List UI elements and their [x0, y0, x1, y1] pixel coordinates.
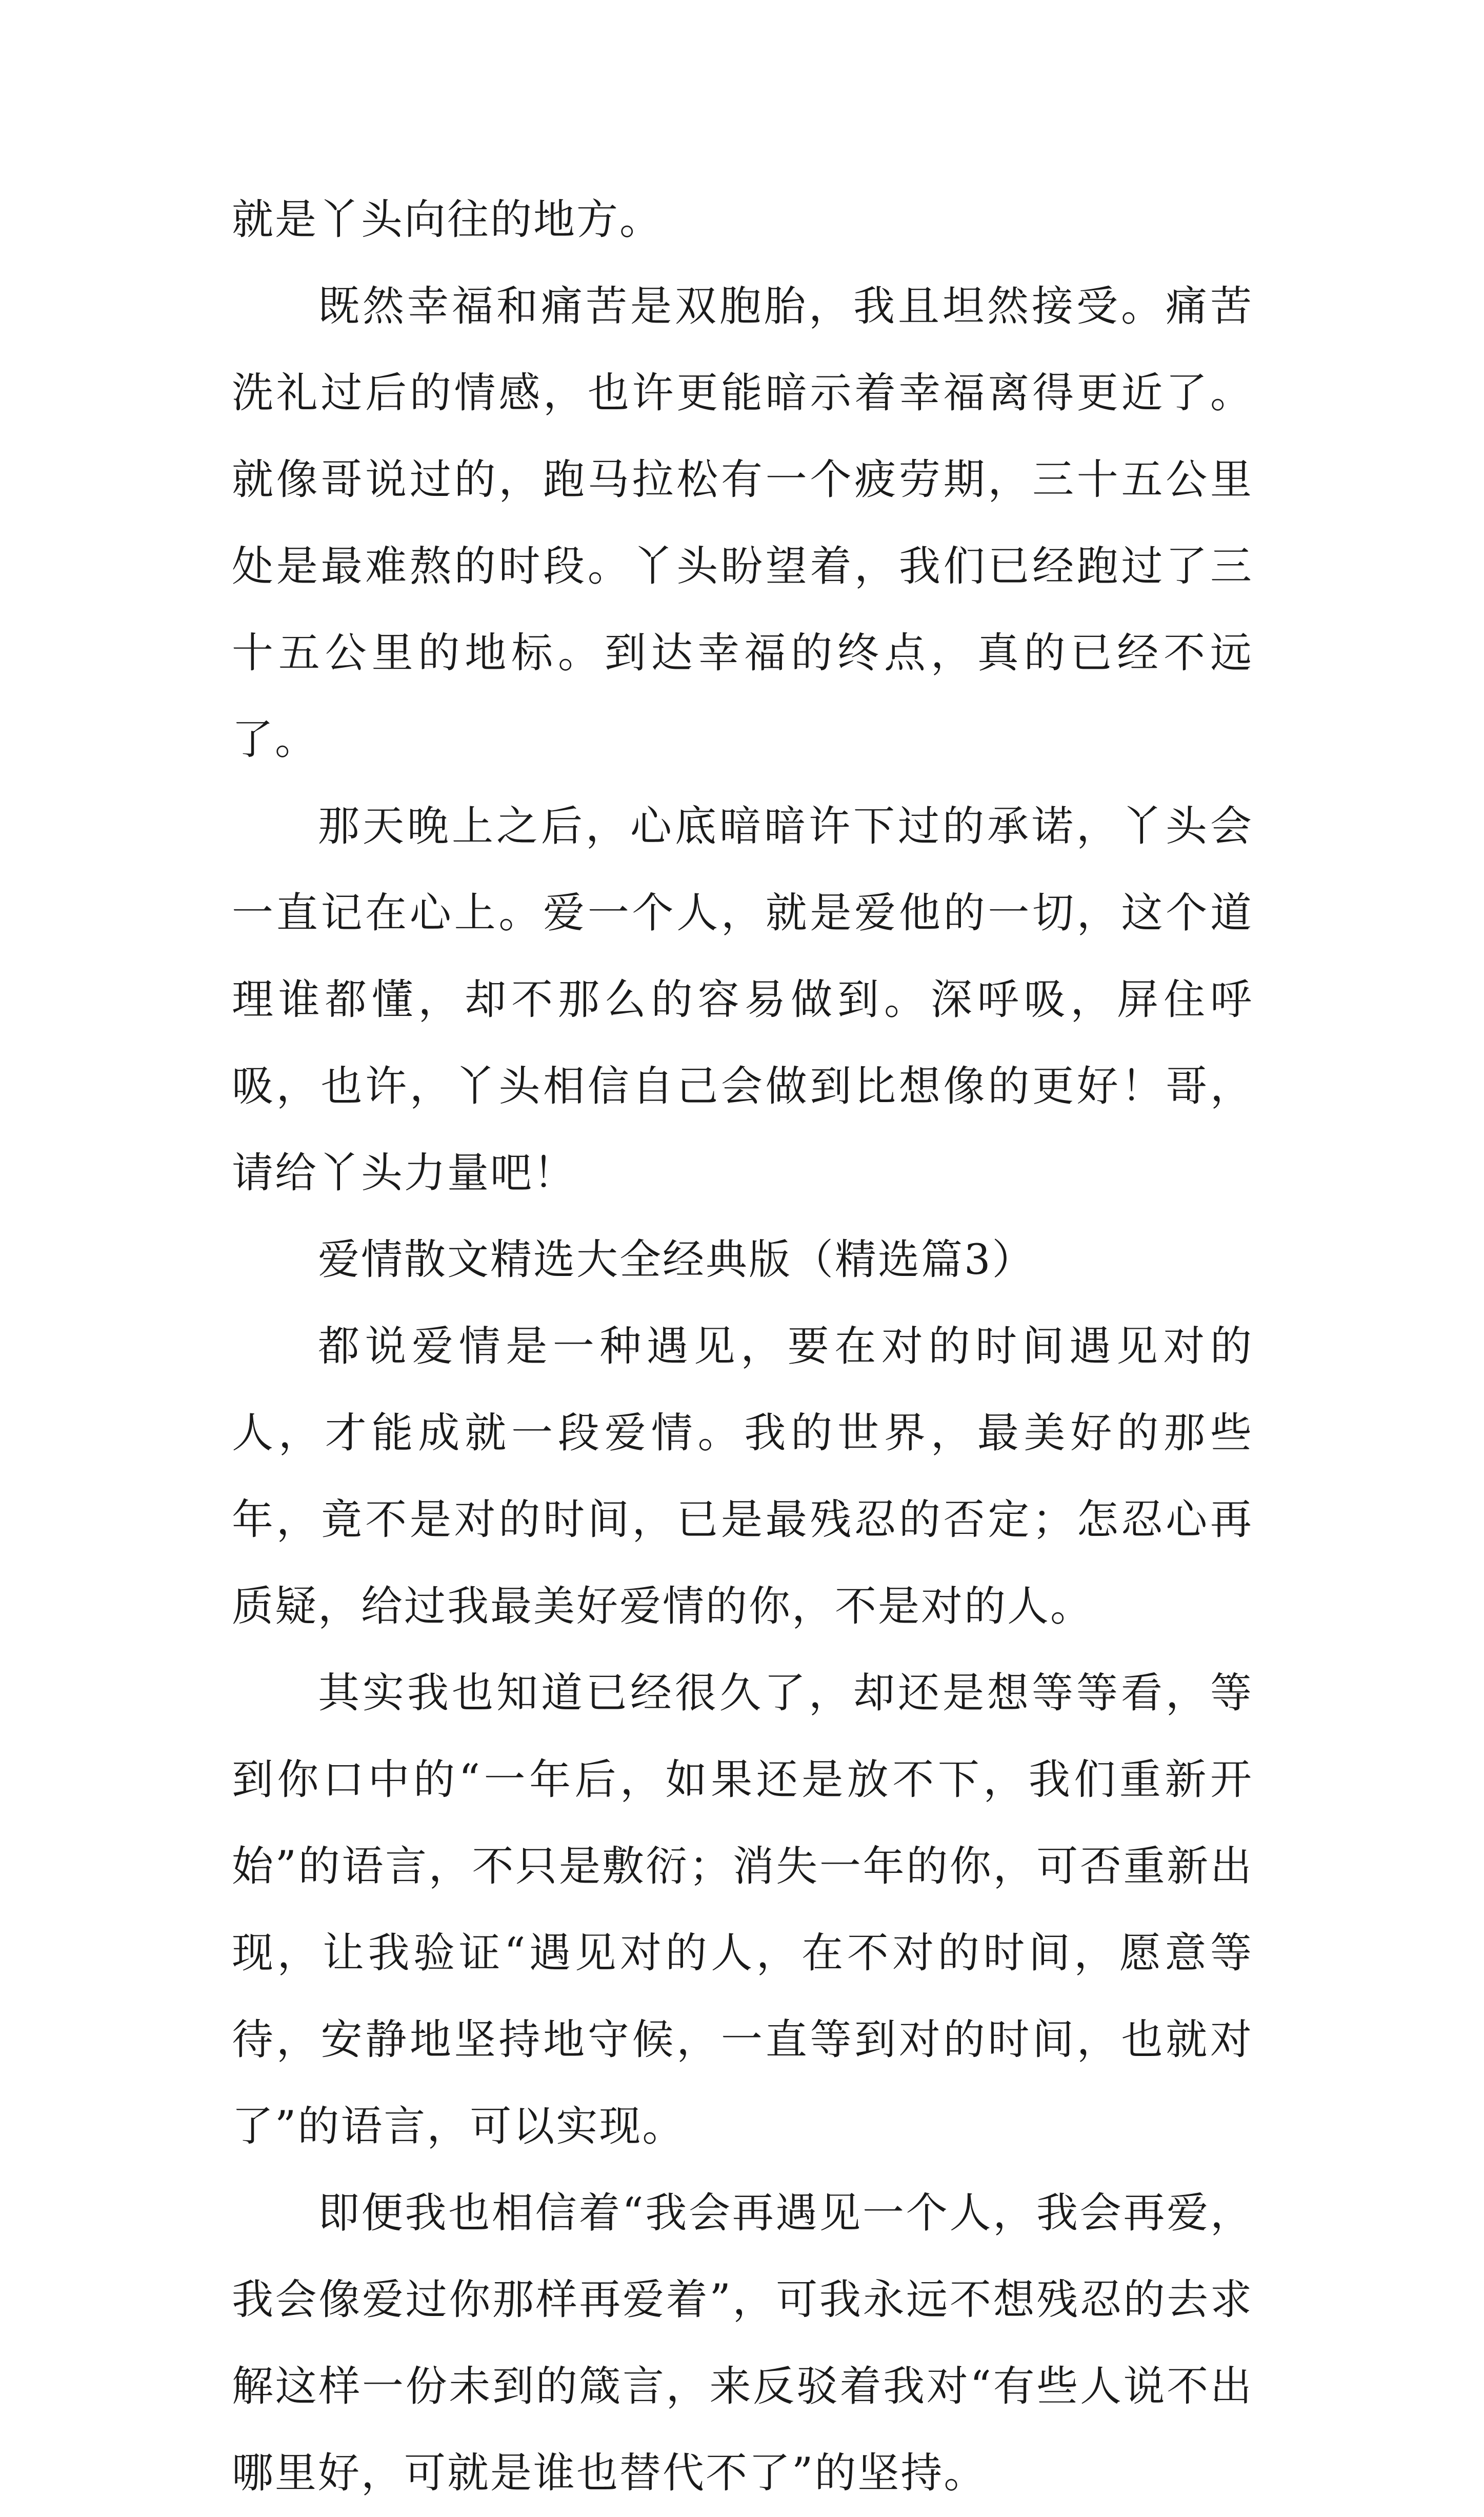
- paragraph-5: 其实我也知道已经很久了，却还是想等等看，等到你口中的“一年后，如果还是放不下，我们重新开始”的语言，不只是敷衍；消失一年的你，可否重新出现，让我验证“遇见对的人，在不对的时间，愿意等待，安静地坚持地守候，一直等到对的时间，也就对了”的语言，可以实现。: [232, 1669, 1253, 2151]
- section-title: 爱情散文精选大全经典版（精选篇3）: [318, 1236, 1035, 1284]
- paragraph-3: 那天晚上之后，心底暗暗许下过的承诺，丫头会一直记在心上。爱一个人，就是爱他的一切，这个道理谁都懂，却不那么的容易做到。深呼吸，屏住呼吸，也许，丫头相信自己会做到比想像的更好！哥，请给丫头力量吧！: [232, 803, 1253, 1197]
- paragraph-1: 就是丫头向往的地方。: [232, 196, 663, 244]
- document-body: [232, 177, 1253, 2517]
- paragraph-6: 即便我也相信着“我会再遇见一个人，我会再爱，我会像爱过你那样再爱着”，可我永远不想残忍的去求解这样一份未到的箴言，来反驳着我对“有些人说不出哪里好，可就是谁也替代不了”的坚持。: [232, 2189, 1253, 2498]
- paragraph-2: 既然幸福和痛苦是双胞胎，我且坦然接受。痛苦洗礼过后的情感，也许更能暗示着幸福离得更近了。就像哥说过的，跑马拉松有一个疲劳期，三十五公里处是最难熬的时段。丫头盼望着，我们已经跑过了三十五公里的地标。到达幸福的终点，真的已经不远了。: [232, 283, 1253, 764]
- paragraph-4: 都说爱情是一种遇见，要在对的时间遇见对的人，才能成就一段爱情。我的世界，最美好的那些年，竟不是对的时间，已是最残忍的否定；怎忍心再质疑，给过我最美好爱情的你，不是对的人。: [232, 1323, 1253, 1631]
